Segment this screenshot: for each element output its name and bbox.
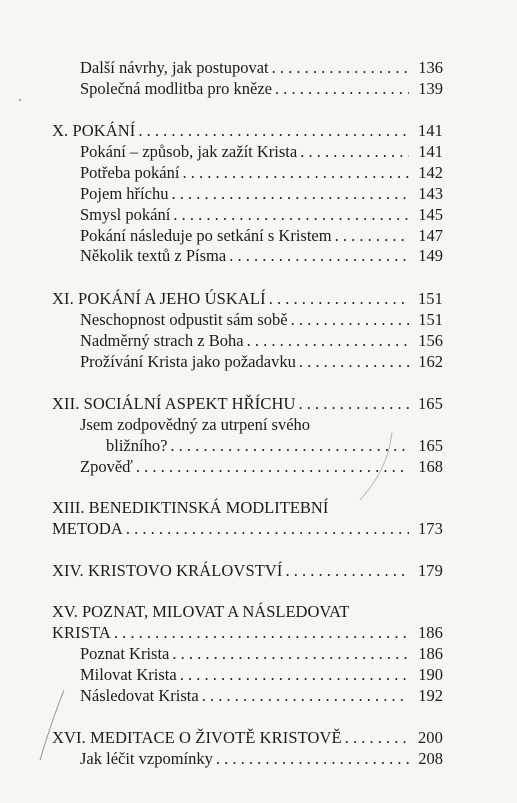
toc-entry-title: Pojem hříchu [80, 184, 169, 203]
toc-chapter-title: XIV. KRISTOVO KRÁLOVSTVÍ [52, 561, 283, 580]
toc-entry-title: Další návrhy, jak postupovat [80, 58, 269, 77]
toc-entry-title: Společná modlitba pro kněze [80, 79, 272, 98]
toc-entry-title: Pokání následuje po setkání s Kristem [80, 226, 332, 245]
toc-entry-page: 151 [418, 310, 443, 329]
toc-chapter-title: XII. SOCIÁLNÍ ASPEKT HŘÍCHU [52, 394, 296, 413]
toc-chapter-title: XI. POKÁNÍ A JEHO ÚSKALÍ [52, 289, 266, 308]
toc-entry-page: 151 [417, 289, 443, 308]
toc-entry-title: Jak léčit vzpomínky [80, 749, 213, 768]
toc-entry-title: Následovat Krista [80, 686, 199, 705]
toc-entry-title: bližního? [106, 436, 168, 455]
toc-entry-page: 156 [418, 331, 443, 350]
toc-entry-page: 162 [418, 352, 443, 371]
toc-entry-page: 186 [418, 644, 443, 663]
toc-chapter-title: X. POKÁNÍ [52, 121, 136, 140]
toc-entry-page: 143 [418, 184, 443, 203]
toc-entry-title: Poznat Krista [80, 644, 170, 663]
toc-entry-title: Několik textů z Písma [80, 246, 227, 265]
toc-chapter-title: METODA [52, 519, 123, 538]
toc-entry-title: Zpověď [80, 457, 133, 476]
toc-entry-page: 149 [418, 246, 443, 265]
toc-chapter-title-line: XIII. BENEDIKTINSKÁ MODLITEBNÍ [52, 498, 329, 517]
toc-chapter-title: XVI. MEDITACE O ŽIVOTĚ KRISTOVĚ [52, 728, 342, 747]
toc-entry-page: 173 [417, 519, 443, 538]
toc-entry-page: 165 [417, 394, 443, 413]
toc-entry-page: 192 [418, 686, 443, 705]
toc-entry-page: 136 [418, 58, 443, 77]
toc-entry-title: Milovat Krista [80, 665, 177, 684]
toc-entry-page: 139 [418, 79, 443, 98]
toc-entry-title: Nadměrný strach z Boha [80, 331, 244, 350]
toc-entry-page: 179 [417, 561, 443, 580]
toc-entry-page: 190 [418, 665, 443, 684]
toc-entry-title: Pokání – způsob, jak zažít Krista [80, 142, 298, 161]
toc-entry-title: Potřeba pokání [80, 163, 180, 182]
toc-entry-page: 147 [418, 226, 443, 245]
toc-entry-page: 145 [418, 205, 443, 224]
toc-entry-title: Neschopnost odpustit sám sobě [80, 310, 288, 329]
toc-entry-page: 200 [417, 728, 443, 747]
toc-chapter-title-line: XV. POZNAT, MILOVAT A NÁSLEDOVAT [52, 602, 350, 621]
toc-entry-page: 208 [418, 749, 443, 768]
toc-entry-page: 141 [418, 142, 443, 161]
toc-entry-title: Smysl pokání [80, 205, 171, 224]
toc-entry-page: 141 [417, 121, 443, 140]
toc-entry-page: 142 [418, 163, 443, 182]
toc-entry-page: 165 [418, 436, 443, 455]
toc-chapter-title: KRISTA [52, 623, 111, 642]
toc-entry-page: 168 [418, 457, 443, 476]
toc-entry-page: 186 [417, 623, 443, 642]
toc-entry-title-line: Jsem zodpovědný za utrpení svého [80, 415, 311, 434]
toc-entry-title: Prožívání Krista jako požadavku [80, 352, 296, 371]
